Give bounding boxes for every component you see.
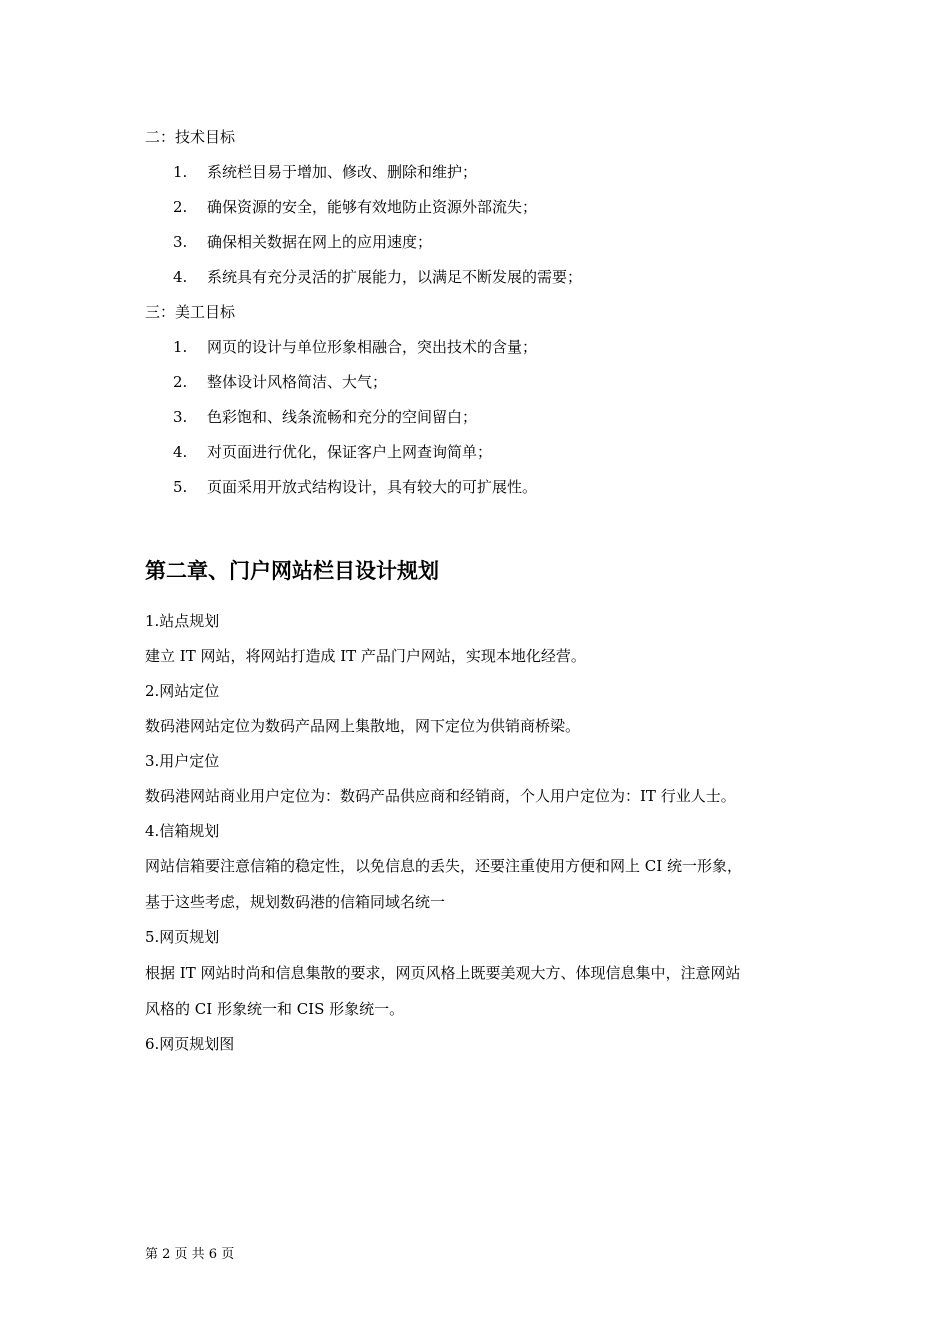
list-item-number: 2. (173, 373, 188, 391)
subheading-user-positioning: 3.用户定位 (145, 752, 220, 770)
list-item-text: 确保相关数据在网上的应用速度； (207, 233, 433, 251)
list-item-text: 网页的设计与单位形象相融合，突出技术的含量； (207, 338, 538, 356)
paragraph: 数码港网站定位为数码产品网上集散地，网下定位为供销商桥梁。 (145, 717, 581, 735)
subheading-page-planning-diagram: 6.网页规划图 (145, 1035, 235, 1053)
list-item-number: 1. (173, 338, 188, 356)
paragraph: 建立 IT 网站，将网站打造成 IT 产品门户网站，实现本地化经营。 (145, 647, 586, 665)
subheading-mailbox-planning: 4.信箱规划 (145, 822, 220, 840)
paragraph: 根据 IT 网站时尚和信息集散的要求，网页风格上既要美观大方、体现信息集中，注意网站 (145, 964, 741, 982)
list-item-number: 1. (173, 163, 188, 181)
list-item-text: 系统栏目易于增加、修改、删除和维护； (207, 163, 478, 181)
paragraph: 网站信箱要注意信箱的稳定性，以免信息的丢失，还要注重使用方便和网上 CI 统一形象， (145, 857, 742, 875)
paragraph: 基于这些考虑，规划数码港的信箱同域名统一 (145, 893, 446, 911)
subheading-site-positioning: 2.网站定位 (145, 682, 220, 700)
section-heading-art-goals: 三：美工目标 (145, 303, 236, 321)
section-heading-tech-goals: 二：技术目标 (145, 128, 236, 146)
list-item-text: 确保资源的安全，能够有效地防止资源外部流失； (207, 198, 538, 216)
list-item-text: 整体设计风格简洁、大气； (207, 373, 388, 391)
list-item-text: 页面采用开放式结构设计，具有较大的可扩展性。 (207, 478, 538, 496)
subheading-page-planning: 5.网页规划 (145, 928, 220, 946)
paragraph: 风格的 CI 形象统一和 CIS 形象统一。 (145, 1000, 405, 1018)
chapter-title: 第二章、门户网站栏目设计规划 (145, 559, 439, 583)
paragraph: 数码港网站商业用户定位为：数码产品供应商和经销商，个人用户定位为：IT 行业人士。 (145, 787, 736, 805)
list-item-number: 4. (173, 268, 188, 286)
list-item-number: 5. (173, 478, 188, 496)
list-item-text: 系统具有充分灵活的扩展能力，以满足不断发展的需要； (207, 268, 583, 286)
list-item-text: 对页面进行优化，保证客户上网查询简单； (207, 443, 493, 461)
list-item-number: 2. (173, 198, 188, 216)
list-item-number: 3. (173, 408, 188, 426)
page-footer: 第 2 页 共 6 页 (145, 1247, 235, 1262)
list-item-number: 4. (173, 443, 188, 461)
list-item-text: 色彩饱和、线条流畅和充分的空间留白； (207, 408, 478, 426)
list-item-number: 3. (173, 233, 188, 251)
subheading-site-planning: 1.站点规划 (145, 612, 220, 630)
